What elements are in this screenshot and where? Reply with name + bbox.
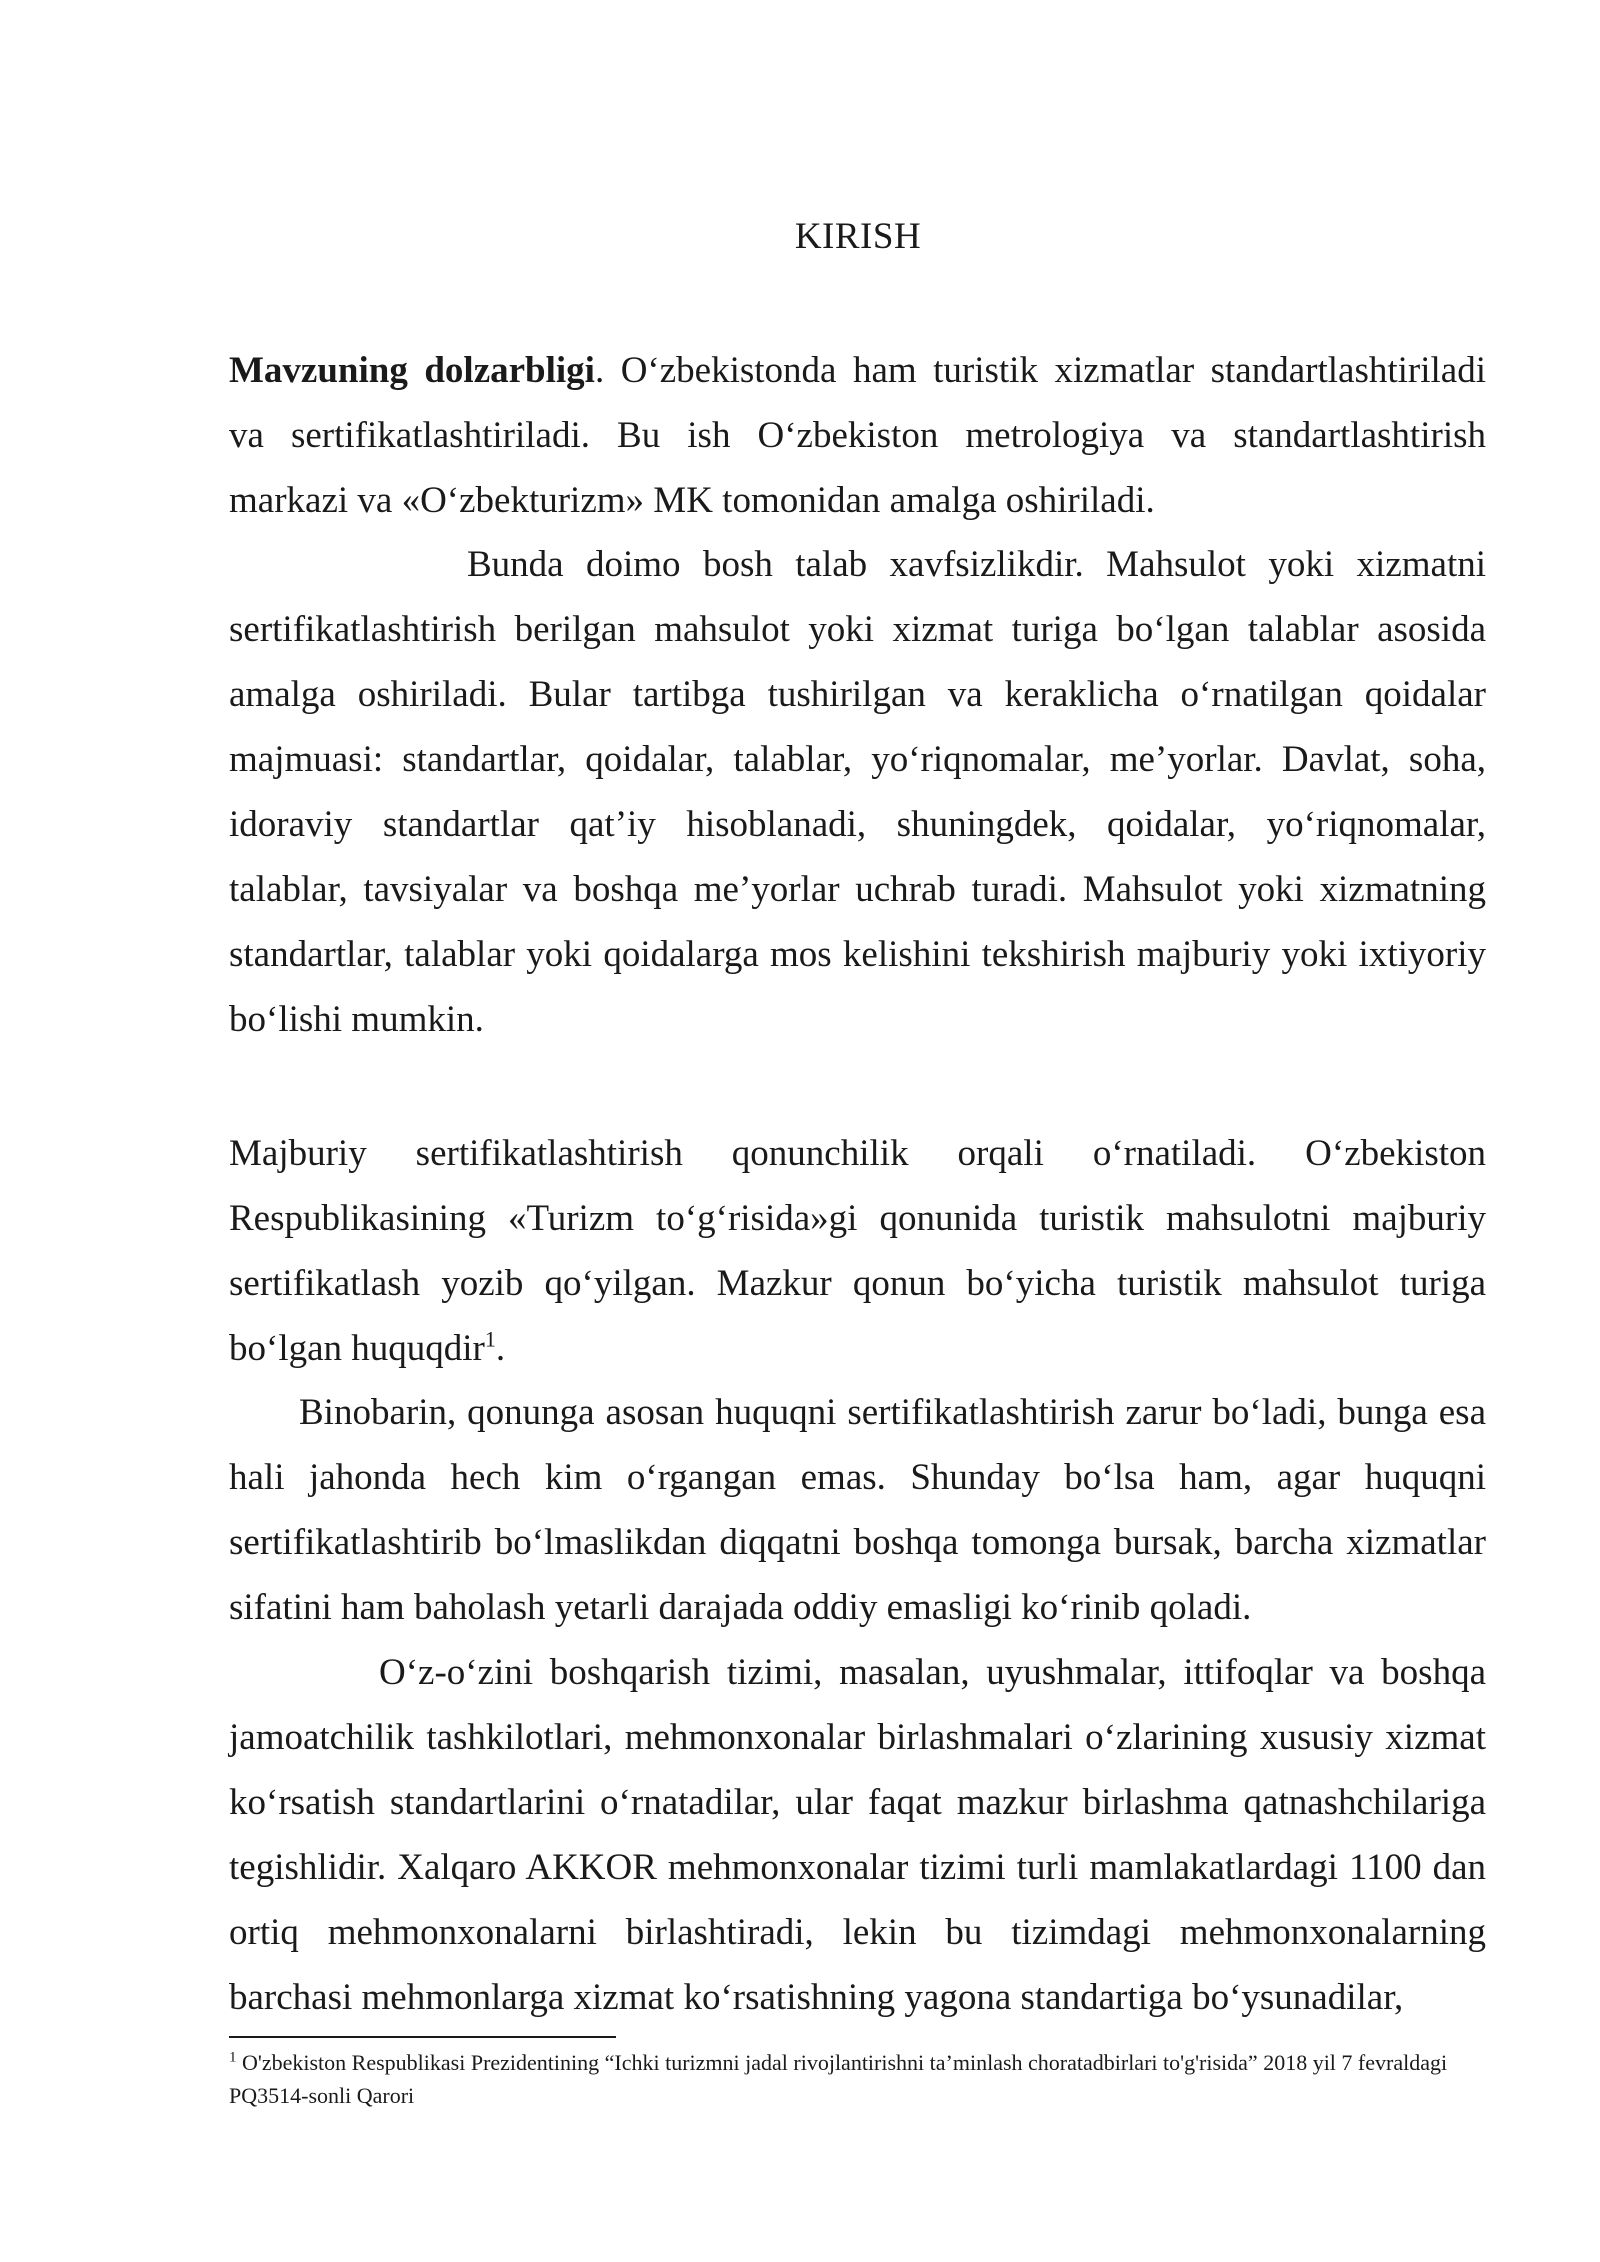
paragraph-lead-bold: Mavzuning dolzarbligi bbox=[229, 350, 595, 391]
footnote-reference[interactable]: 1 bbox=[484, 1326, 496, 1352]
paragraph-self-governance: O‘z-o‘zini boshqarish tizimi, masalan, uyushmalar, ittifoqlar va boshqa jamoatchilik tashkilotlari, mehmonxonalar birlashmalari o‘zlarining xususiy xizmat ko‘rsatish standartlarini o‘rnatadilar, ular faqat mazkur birlashma qatnashchilariga tegishlidir. Xalqaro AKKOR mehmonxonalar tizimi turli mamlakatlardagi 1100 dan ortiq mehmonxonalarni birlashtiradi, lekin bu tizimdagi mehmonxonalarning barchasi mehmonlarga xizmat ko‘rsatishning yagona standartiga bo‘ysunadilar, bbox=[229, 1652, 1486, 2018]
paragraph-safety: Bunda doimo bosh talab xavfsizlikdir. Mahsulot yoki xizmatni sertifikatlashtirish berilgan mahsulot yoki xizmat turiga bo‘lgan talablar asosida amalga oshiriladi. Bular tartibga tushirilgan va keraklicha o‘rnatilgan qoidalar majmuasi: standartlar, qoidalar, talablar, yo‘riqnomalar, me’yorlar. Davlat, soha, idoraviy standartlar qat’iy hisoblanadi, shuningdek, qoidalar, yo‘riqnomalar, talablar, tavsiyalar va boshqa me’yorlar uchrab turadi. Mahsulot yoki xizmatning standartlar, talablar yoki qoidalarga mos kelishini tekshirish majburiy yoki ixtiyoriy bo‘lishi mumkin. bbox=[229, 544, 1486, 1040]
footnote bbox=[229, 2046, 1486, 2112]
paragraph-text: Majburiy sertifikatlashtirish qonunchilik orqali o‘rnatiladi. O‘zbekiston Respublikasining «Turizm to‘g‘risida»gi qonunida turistik mahsulotni majburiy sertifikatlash yozib qo‘yilgan. Mazkur qonun bo‘yicha turistik mahsulot turiga bo‘lgan huquqdir bbox=[229, 1133, 1486, 1369]
page-title: KIRISH bbox=[794, 216, 922, 257]
paragraph-end: . bbox=[495, 1328, 506, 1369]
paragraph-rights-certification: Binobarin, qonunga asosan huquqni sertifikatlashtirish zarur bo‘ladi, bunga esa hali jahonda hech kim o‘rgangan emas. Shunday bo‘lsa ham, agar huquqni sertifikatlashtirib bo‘lmaslikdan diqqatni boshqa tomonga bursak, barcha xizmatlar sifatini ham baholash yetarli darajada oddiy emasligi ko‘rinib qoladi. bbox=[229, 1392, 1486, 1628]
paragraph-relevance bbox=[229, 338, 1486, 533]
paragraph-text: . O‘zbekistonda ham turistik xizmatlar standartlashtiriladi va sertifikatlashtiriladi. Bu ish O‘zbekiston metrologiya va standartlashtirish markazi va «O‘zbekturizm» MK tomonidan amalga oshiriladi. bbox=[229, 350, 1486, 521]
footnote-separator bbox=[229, 2036, 616, 2038]
footnote-text: O'zbekiston Respublikasi Prezidentining “Ichki turizmni jadal rivojlantirishni ta’minlash choratadbirlari to'g'risida” 2018 yil 7 fevraldagi PQ3514-sonli Qarori bbox=[229, 2050, 1448, 2108]
paragraph-mandatory-certification bbox=[229, 1121, 1486, 1381]
footnote-number: 1 bbox=[229, 2049, 237, 2066]
